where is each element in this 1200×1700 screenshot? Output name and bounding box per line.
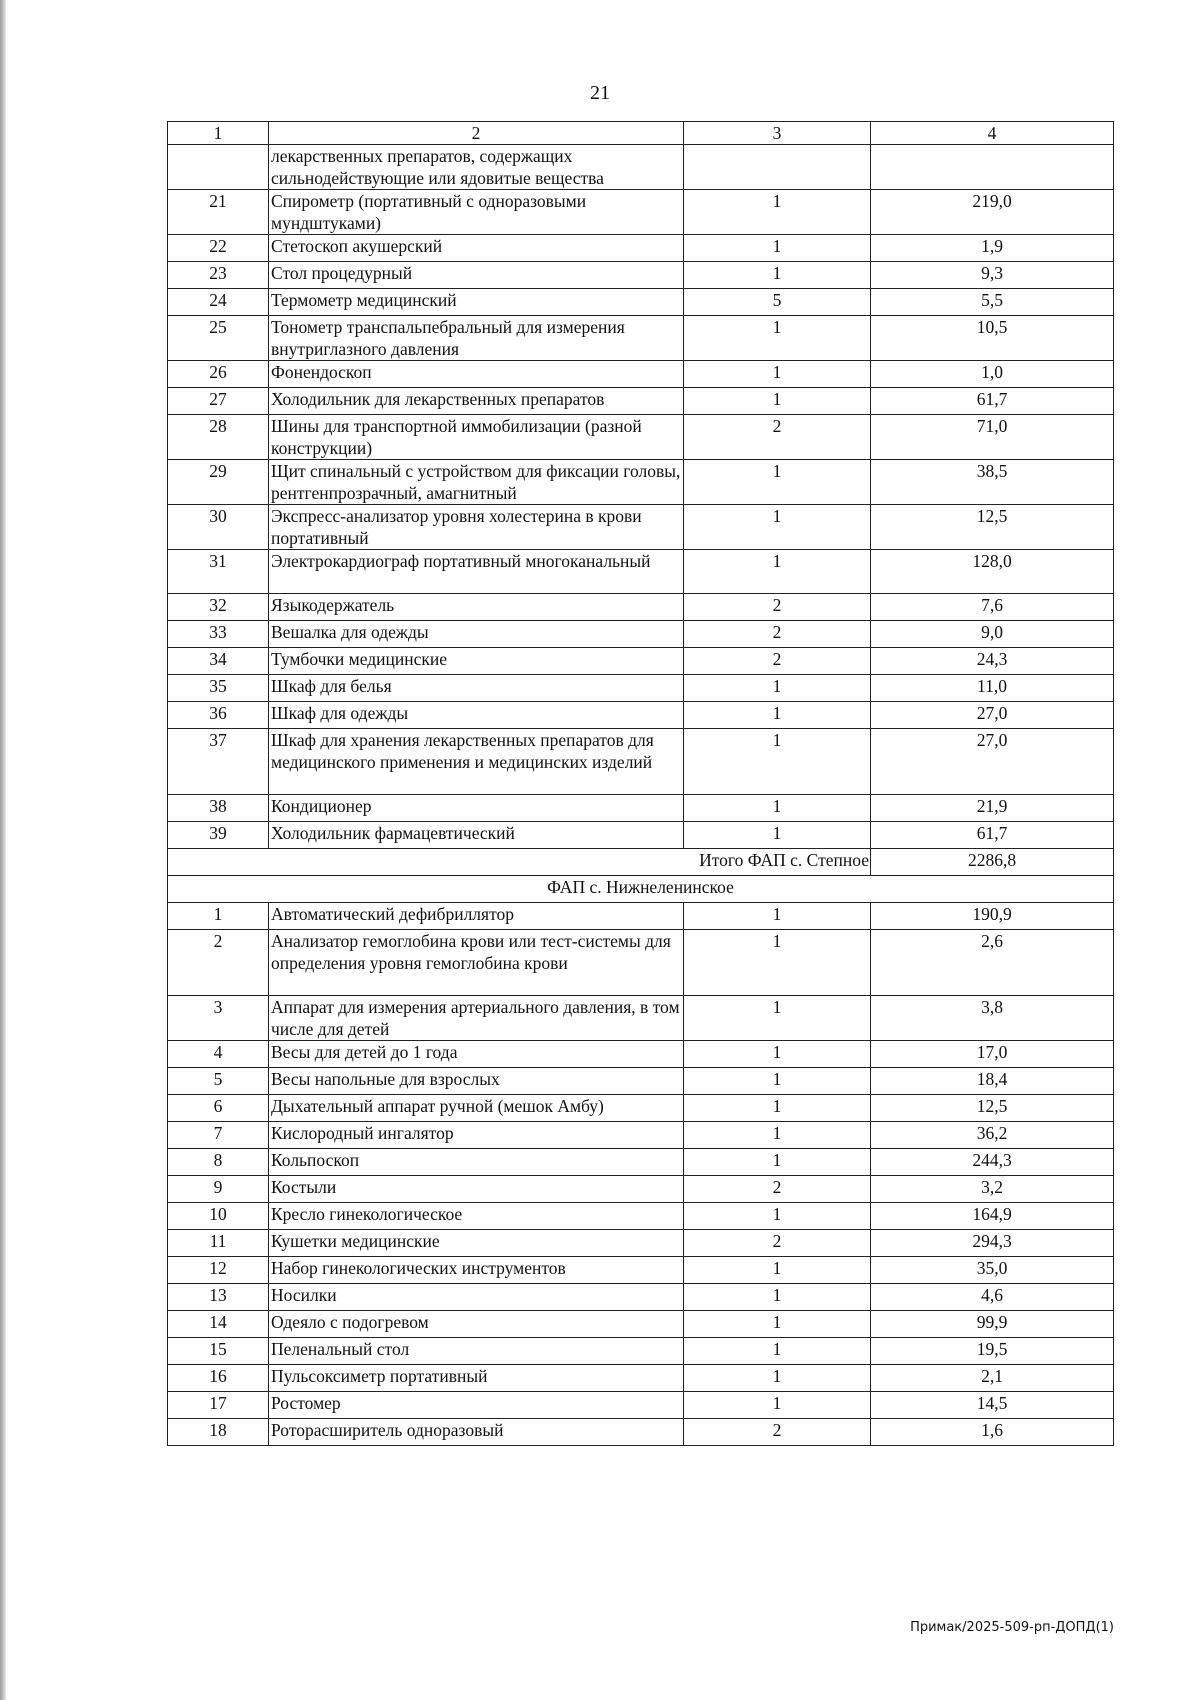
- quantity: 2: [684, 594, 871, 621]
- column-number-2: 2: [269, 122, 684, 145]
- table-row: [168, 1095, 1114, 1122]
- quantity: 5: [684, 289, 871, 316]
- cost: 2,6: [871, 930, 1114, 996]
- row-number: 9: [168, 1176, 269, 1203]
- table-row: [168, 262, 1114, 289]
- row-number: 12: [168, 1257, 269, 1284]
- item-name: Носилки: [269, 1284, 684, 1311]
- cost: 27,0: [871, 702, 1114, 729]
- column-number-4: 4: [871, 122, 1114, 145]
- cost: 38,5: [871, 460, 1114, 505]
- row-number: 33: [168, 621, 269, 648]
- row-number: 17: [168, 1392, 269, 1419]
- quantity: 1: [684, 729, 871, 795]
- cost: 21,9: [871, 795, 1114, 822]
- cost: 219,0: [871, 190, 1114, 235]
- row-number: 38: [168, 795, 269, 822]
- quantity: 2: [684, 1176, 871, 1203]
- item-name: Тонометр транспальпебральный для измерения внутриглазного давления: [269, 316, 684, 361]
- quantity: 1: [684, 1392, 871, 1419]
- item-name: Одеяло с подогревом: [269, 1311, 684, 1338]
- table-row: [168, 903, 1114, 930]
- row-number: 15: [168, 1338, 269, 1365]
- row-number: 22: [168, 235, 269, 262]
- item-name: Кондиционер: [269, 795, 684, 822]
- row-number: 6: [168, 1095, 269, 1122]
- row-number: 7: [168, 1122, 269, 1149]
- quantity: 1: [684, 235, 871, 262]
- row-number: 26: [168, 361, 269, 388]
- item-name: Автоматический дефибриллятор: [269, 903, 684, 930]
- table-row: [168, 1230, 1114, 1257]
- item-name: Кислородный ингалятор: [269, 1122, 684, 1149]
- item-name: Кольпоскоп: [269, 1149, 684, 1176]
- cost: 244,3: [871, 1149, 1114, 1176]
- table-row: [168, 648, 1114, 675]
- quantity: 1: [684, 316, 871, 361]
- quantity: 2: [684, 621, 871, 648]
- item-name: Аппарат для измерения артериального давления, в том числе для детей: [269, 996, 684, 1041]
- quantity: 1: [684, 795, 871, 822]
- cost: 4,6: [871, 1284, 1114, 1311]
- row-number: 31: [168, 550, 269, 594]
- item-name: Шкаф для белья: [269, 675, 684, 702]
- table-row: [168, 1284, 1114, 1311]
- column-number-row: [168, 122, 1114, 145]
- quantity: 2: [684, 1230, 871, 1257]
- row-number-cell: [168, 145, 269, 190]
- item-name: Весы напольные для взрослых: [269, 1068, 684, 1095]
- quantity: 2: [684, 648, 871, 675]
- table-row: [168, 1338, 1114, 1365]
- continuation-text: лекарственных препаратов, содержащих сильнодействующие или ядовитые вещества: [269, 145, 684, 190]
- row-number: 21: [168, 190, 269, 235]
- cost: 12,5: [871, 1095, 1114, 1122]
- row-number: 2: [168, 930, 269, 996]
- row-qty-cell: [684, 145, 871, 190]
- document-code: Примак/2025-509-рп-ДОПД(1): [910, 1620, 1114, 1635]
- table-row: [168, 594, 1114, 621]
- quantity: 2: [684, 1419, 871, 1446]
- item-name: Кушетки медицинские: [269, 1230, 684, 1257]
- item-name: Холодильник фармацевтический: [269, 822, 684, 849]
- quantity: 1: [684, 702, 871, 729]
- quantity: 1: [684, 388, 871, 415]
- item-name: Костыли: [269, 1176, 684, 1203]
- row-number: 35: [168, 675, 269, 702]
- cost: 10,5: [871, 316, 1114, 361]
- row-number: 24: [168, 289, 269, 316]
- table-row: [168, 361, 1114, 388]
- cost: 164,9: [871, 1203, 1114, 1230]
- table-row: [168, 316, 1114, 361]
- quantity: 1: [684, 675, 871, 702]
- table-row: [168, 729, 1114, 795]
- total-row: [168, 849, 1114, 876]
- item-name: Шины для транспортной иммобилизации (разной конструкции): [269, 415, 684, 460]
- row-cost-cell: [871, 145, 1114, 190]
- quantity: 1: [684, 1338, 871, 1365]
- cost: 17,0: [871, 1041, 1114, 1068]
- quantity: 1: [684, 1284, 871, 1311]
- cost: 61,7: [871, 822, 1114, 849]
- row-number: 29: [168, 460, 269, 505]
- cost: 1,9: [871, 235, 1114, 262]
- cost: 27,0: [871, 729, 1114, 795]
- cost: 19,5: [871, 1338, 1114, 1365]
- item-name: Электрокардиограф портативный многоканальный: [269, 550, 684, 594]
- cost: 294,3: [871, 1230, 1114, 1257]
- item-name: Кресло гинекологическое: [269, 1203, 684, 1230]
- item-name: Спирометр (портативный с одноразовыми мундштуками): [269, 190, 684, 235]
- cost: 128,0: [871, 550, 1114, 594]
- row-number: 14: [168, 1311, 269, 1338]
- total-label: Итого ФАП с. Степное: [168, 849, 871, 876]
- table-row: [168, 1122, 1114, 1149]
- quantity: 1: [684, 1149, 871, 1176]
- row-number: 13: [168, 1284, 269, 1311]
- quantity: 1: [684, 1365, 871, 1392]
- quantity: 1: [684, 1122, 871, 1149]
- row-number: 11: [168, 1230, 269, 1257]
- item-name: Языкодержатель: [269, 594, 684, 621]
- item-name: Пульсоксиметр портативный: [269, 1365, 684, 1392]
- table-row: [168, 415, 1114, 460]
- row-number: 1: [168, 903, 269, 930]
- item-name: Тумбочки медицинские: [269, 648, 684, 675]
- cost: 71,0: [871, 415, 1114, 460]
- item-name: Анализатор гемоглобина крови или тест-системы для определения уровня гемоглобина крови: [269, 930, 684, 996]
- quantity: 1: [684, 996, 871, 1041]
- row-number: 27: [168, 388, 269, 415]
- table-row: [168, 1311, 1114, 1338]
- table-row: [168, 1041, 1114, 1068]
- section-heading-row: [168, 876, 1114, 903]
- table-row: [168, 675, 1114, 702]
- table-row: [168, 550, 1114, 594]
- item-name: Холодильник для лекарственных препаратов: [269, 388, 684, 415]
- cost: 5,5: [871, 289, 1114, 316]
- item-name: Стол процедурный: [269, 262, 684, 289]
- table-row: [168, 505, 1114, 550]
- item-name: Роторасширитель одноразовый: [269, 1419, 684, 1446]
- quantity: 2: [684, 415, 871, 460]
- quantity: 1: [684, 1068, 871, 1095]
- row-number: 4: [168, 1041, 269, 1068]
- quantity: 1: [684, 262, 871, 289]
- quantity: 1: [684, 903, 871, 930]
- cost: 11,0: [871, 675, 1114, 702]
- quantity: 1: [684, 930, 871, 996]
- row-number: 16: [168, 1365, 269, 1392]
- table-row: [168, 235, 1114, 262]
- cost: 36,2: [871, 1122, 1114, 1149]
- cost: 3,8: [871, 996, 1114, 1041]
- total-value: 2286,8: [871, 849, 1114, 876]
- cost: 2,1: [871, 1365, 1114, 1392]
- quantity: 1: [684, 822, 871, 849]
- row-number: 3: [168, 996, 269, 1041]
- table-row: [168, 1176, 1114, 1203]
- quantity: 1: [684, 1203, 871, 1230]
- item-name: Шкаф для хранения лекарственных препаратов для медицинского применения и медицинских изделий: [269, 729, 684, 795]
- quantity: 1: [684, 1311, 871, 1338]
- table-row: [168, 795, 1114, 822]
- cost: 9,0: [871, 621, 1114, 648]
- table-row: [168, 388, 1114, 415]
- quantity: 1: [684, 505, 871, 550]
- quantity: 1: [684, 1257, 871, 1284]
- item-name: Ростомер: [269, 1392, 684, 1419]
- item-name: Термометр медицинский: [269, 289, 684, 316]
- table-row: [168, 1365, 1114, 1392]
- table-row: [168, 822, 1114, 849]
- item-name: Пеленальный стол: [269, 1338, 684, 1365]
- table-row: [168, 930, 1114, 996]
- table-row: [168, 1419, 1114, 1446]
- cost: 24,3: [871, 648, 1114, 675]
- row-number: 18: [168, 1419, 269, 1446]
- quantity: 1: [684, 190, 871, 235]
- scan-edge: [0, 0, 6, 1700]
- table-row: [168, 289, 1114, 316]
- table-row: [168, 190, 1114, 235]
- row-number: 25: [168, 316, 269, 361]
- cost: 190,9: [871, 903, 1114, 930]
- cost: 7,6: [871, 594, 1114, 621]
- continuation-row: [168, 145, 1114, 190]
- table-row: [168, 1257, 1114, 1284]
- row-number: 37: [168, 729, 269, 795]
- item-name: Дыхательный аппарат ручной (мешок Амбу): [269, 1095, 684, 1122]
- cost: 1,0: [871, 361, 1114, 388]
- cost: 18,4: [871, 1068, 1114, 1095]
- item-name: Набор гинекологических инструментов: [269, 1257, 684, 1284]
- table-row: [168, 1203, 1114, 1230]
- cost: 3,2: [871, 1176, 1114, 1203]
- equipment-table: [167, 121, 1114, 1446]
- quantity: 1: [684, 1041, 871, 1068]
- item-name: Шкаф для одежды: [269, 702, 684, 729]
- cost: 1,6: [871, 1419, 1114, 1446]
- table-row: [168, 1149, 1114, 1176]
- cost: 61,7: [871, 388, 1114, 415]
- column-number-1: 1: [168, 122, 269, 145]
- row-number: 36: [168, 702, 269, 729]
- row-number: 30: [168, 505, 269, 550]
- row-number: 10: [168, 1203, 269, 1230]
- column-number-3: 3: [684, 122, 871, 145]
- quantity: 1: [684, 550, 871, 594]
- item-name: Вешалка для одежды: [269, 621, 684, 648]
- cost: 9,3: [871, 262, 1114, 289]
- item-name: Стетоскоп акушерский: [269, 235, 684, 262]
- table-row: [168, 460, 1114, 505]
- table-row: [168, 996, 1114, 1041]
- quantity: 1: [684, 460, 871, 505]
- cost: 12,5: [871, 505, 1114, 550]
- row-number: 5: [168, 1068, 269, 1095]
- item-name: Экспресс-анализатор уровня холестерина в крови портативный: [269, 505, 684, 550]
- item-name: Фонендоскоп: [269, 361, 684, 388]
- item-name: Весы для детей до 1 года: [269, 1041, 684, 1068]
- row-number: 8: [168, 1149, 269, 1176]
- table-row: [168, 621, 1114, 648]
- table-row: [168, 1068, 1114, 1095]
- table-row: [168, 1392, 1114, 1419]
- row-number: 32: [168, 594, 269, 621]
- quantity: 1: [684, 361, 871, 388]
- quantity: 1: [684, 1095, 871, 1122]
- page-number: 21: [590, 82, 610, 104]
- cost: 35,0: [871, 1257, 1114, 1284]
- cost: 14,5: [871, 1392, 1114, 1419]
- section-title: ФАП с. Нижнеленинское: [168, 876, 1114, 903]
- row-number: 28: [168, 415, 269, 460]
- row-number: 39: [168, 822, 269, 849]
- row-number: 34: [168, 648, 269, 675]
- table-row: [168, 702, 1114, 729]
- item-name: Щит спинальный с устройством для фиксации головы, рентгенпрозрачный, амагнитный: [269, 460, 684, 505]
- cost: 99,9: [871, 1311, 1114, 1338]
- row-number: 23: [168, 262, 269, 289]
